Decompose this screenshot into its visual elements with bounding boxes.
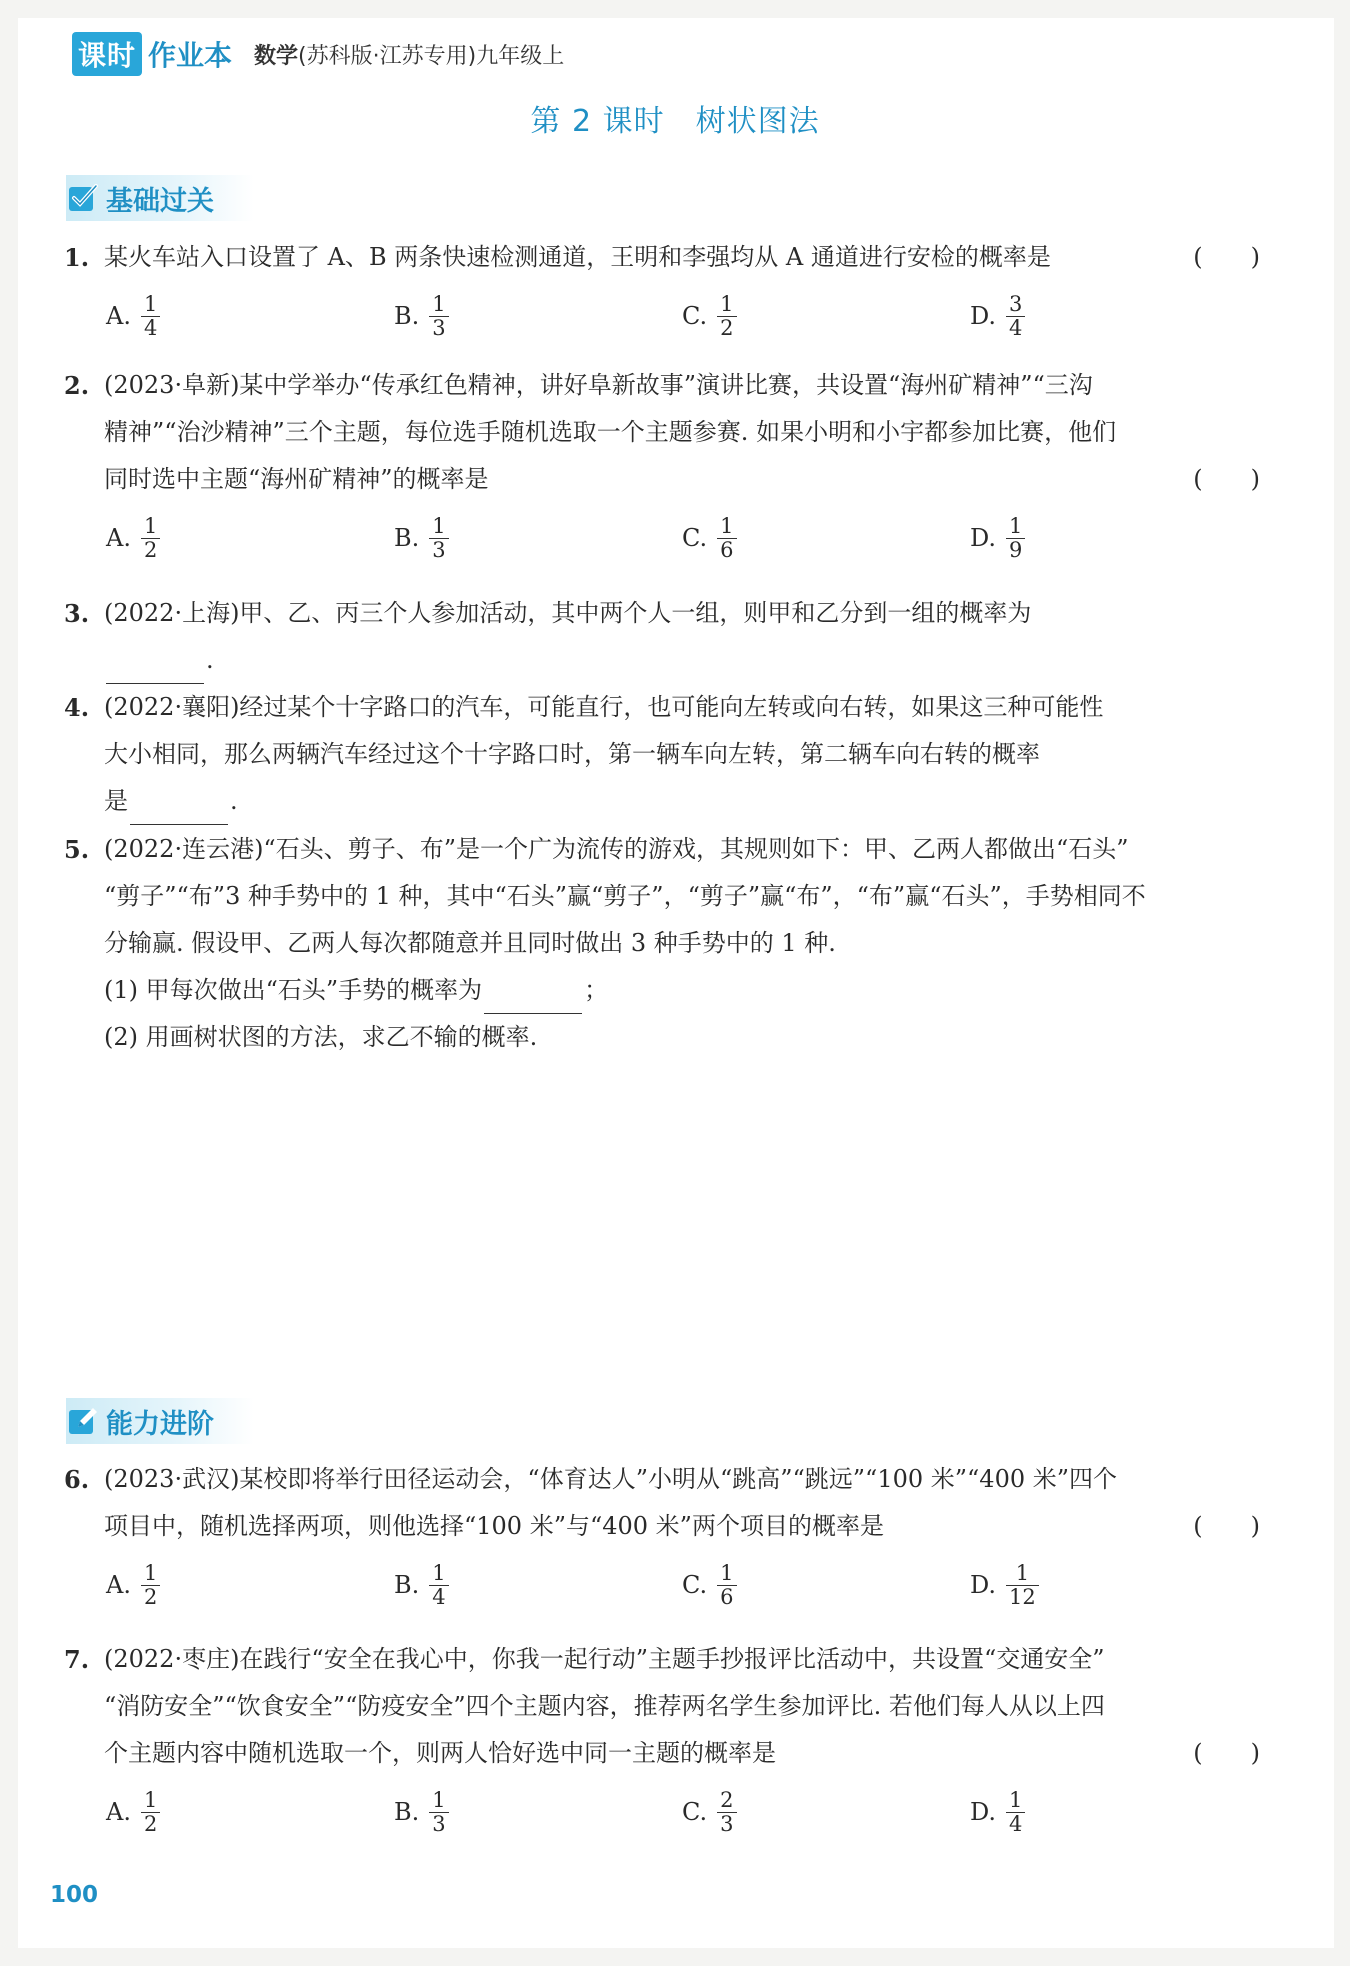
page-number: 100 [50,1882,99,1908]
numerator: 1 [432,1787,446,1812]
option-label: D. [970,523,997,552]
option-label: B. [394,1570,420,1599]
sentence-end: . [230,787,238,815]
numerator: 1 [143,1787,158,1812]
question-text-line-2: 项目中，随机选择两项，则他选择“100 米”与“400 米”两个项目的概率是 [104,1512,884,1540]
denominator: 4 [429,1585,448,1609]
fraction [717,1789,736,1836]
logo-text: 作业本 [148,39,233,72]
lesson-title: 第 2 课时 树状图法 [530,104,820,139]
fraction [141,293,160,340]
option-c[interactable] [682,1777,737,1847]
option-label: D. [970,1797,997,1826]
question-number: 3. [64,599,90,628]
option-label: B. [394,301,420,330]
fraction [429,293,448,340]
numerator: 1 [143,513,158,538]
question-text-line-2: “消防安全”“饮食安全”“防疫安全”四个主题内容，推荐两名学生参加评比. 若他们每人从以上四 [104,1692,1105,1720]
answer-blank[interactable] [484,983,582,1014]
question-text-line-1: (2022·襄阳)经过某个十字路口的汽车，可能直行，也可能向左转或向右转，如果这三种可能性 [104,693,1104,721]
question-text-line-1: (2022·连云港)“石头、剪子、布”是一个广为流传的游戏，其规则如下：甲、乙两人都做出“石头” [104,835,1129,863]
subquestion-1: (1) 甲每次做出“石头”手势的概率为 [104,976,483,1004]
fraction [429,515,448,562]
question-5 [64,826,1260,1061]
answer-blank[interactable] [130,794,228,825]
numerator: 1 [1009,1787,1023,1812]
denominator: 9 [1006,538,1025,562]
answer-paren: ( ) [1193,243,1260,271]
option-label: C. [682,523,708,552]
option-label: D. [970,1570,997,1599]
denominator: 4 [1006,1812,1025,1836]
question-4 [64,684,1260,825]
denominator: 3 [429,316,448,340]
options-row [64,281,1260,351]
numerator: 1 [432,1560,446,1585]
option-c[interactable] [682,503,737,573]
answer-paren: ( ) [1193,465,1260,493]
denominator: 2 [717,316,736,340]
option-label: C. [682,1797,708,1826]
fraction [141,1789,160,1836]
option-c[interactable] [682,281,737,351]
option-label: C. [682,1570,708,1599]
option-d[interactable] [970,281,1025,351]
options-row [64,503,1260,573]
edition-text: (苏科版·江苏专用)九年级上 [298,43,565,69]
denominator: 6 [717,538,736,562]
option-b[interactable] [394,503,449,573]
question-number: 7. [64,1645,90,1674]
denominator: 3 [429,1812,448,1836]
question-number: 5. [64,835,90,864]
answer-paren: ( ) [1193,1739,1260,1767]
fraction [717,515,736,562]
option-a[interactable] [106,503,160,573]
denominator: 6 [717,1585,736,1609]
question-text-line-3: 个主题内容中随机选取一个，则两人恰好选中同一主题的概率是 [104,1739,776,1767]
option-label: A. [106,523,131,552]
numerator: 1 [1015,1560,1030,1585]
question-6 [64,1456,1260,1620]
subquestion-2: (2) 用画树状图的方法，求乙不输的概率. [104,1023,538,1051]
section-header-basic [66,175,254,221]
question-number: 6. [64,1465,90,1494]
sentence-end: ； [584,976,609,1004]
question-text-line-1: (2023·武汉)某校即将举行田径运动会，“体育达人”小明从“跳高”“跳远”“100 米”“400 米”四个 [104,1465,1118,1493]
question-text: 某火车站入口设置了 A、B 两条快速检测通道，王明和李强均从 A 通道进行安检的概率是 [104,243,1051,271]
denominator: 2 [141,1812,160,1836]
option-label: A. [106,1797,131,1826]
option-b[interactable] [394,281,449,351]
denominator: 2 [141,538,160,562]
logo-box: 课时 [72,32,142,76]
fraction [141,1562,160,1609]
page-header [72,34,564,74]
brand-logo [72,32,232,76]
question-text-line-1: (2023·阜新)某中学举办“传承红色精神，讲好阜新故事”演讲比赛，共设置“海州矿精神”“三沟 [104,371,1093,399]
fraction [429,1562,448,1609]
book-subtitle [254,39,564,70]
pencil-edit-icon [66,1404,100,1438]
question-text-line-3: 分输赢. 假设甲、乙两人每次都随意并且同时做出 3 种手势中的 1 种. [104,929,836,957]
fraction [1006,293,1025,340]
question-number: 4. [64,693,90,722]
denominator: 3 [717,1812,736,1836]
section-header-advanced [66,1398,254,1444]
sentence-end: . [206,646,214,674]
fraction [717,1562,736,1609]
question-7 [64,1636,1260,1847]
numerator: 2 [720,1787,734,1812]
denominator: 4 [141,316,160,340]
section-title-basic: 基础过关 [106,185,214,217]
option-d[interactable] [970,503,1025,573]
numerator: 1 [720,1560,734,1585]
option-label: A. [106,1570,131,1599]
options-row [64,1550,1260,1620]
option-label: C. [682,301,708,330]
question-text-line-2: “剪子”“布”3 种手势中的 1 种，其中“石头”赢“剪子”，“剪子”赢“布”，“布”赢“石头”，手势相同不 [104,882,1146,910]
numerator: 1 [720,513,734,538]
question-2 [64,362,1260,573]
numerator: 1 [143,1560,158,1585]
option-a[interactable] [106,281,160,351]
option-b[interactable] [394,1777,449,1847]
option-label: A. [106,301,131,330]
fraction [141,515,160,562]
numerator: 3 [1009,291,1023,316]
fraction [1006,1789,1025,1836]
options-row [64,1777,1260,1847]
option-d[interactable] [970,1550,1039,1620]
option-a[interactable] [106,1550,160,1620]
answer-paren: ( ) [1193,1512,1260,1540]
check-square-icon [66,181,100,215]
question-text: (2022·上海)甲、乙、丙三个人参加活动，其中两个人一组，则甲和乙分到一组的概率为 [104,599,1032,627]
option-c[interactable] [682,1550,737,1620]
denominator: 2 [141,1585,160,1609]
option-a[interactable] [106,1777,160,1847]
subject-name: 数学 [254,43,299,69]
option-label: B. [394,523,420,552]
section-title-advanced: 能力进阶 [106,1408,214,1440]
fraction [1006,515,1025,562]
answer-blank[interactable] [106,653,204,684]
numerator: 1 [720,291,734,316]
question-number: 1. [64,243,90,272]
question-1 [64,234,1260,351]
question-text-line-2: 精神”“治沙精神”三个主题，每位选手随机选取一个主题参赛. 如果小明和小宇都参加比赛，他们 [104,418,1117,446]
numerator: 1 [143,291,158,316]
numerator: 1 [1009,513,1023,538]
question-3 [64,590,1260,684]
option-label: D. [970,301,997,330]
question-text-line-1: (2022·枣庄)在践行“安全在我心中，你我一起行动”主题手抄报评比活动中，共设置“交通安全” [104,1645,1105,1673]
option-b[interactable] [394,1550,449,1620]
numerator: 1 [432,513,446,538]
numerator: 1 [432,291,446,316]
denominator: 4 [1006,316,1025,340]
option-d[interactable] [970,1777,1025,1847]
question-number: 2. [64,371,90,400]
option-label: B. [394,1797,420,1826]
denominator: 3 [429,538,448,562]
fraction [717,293,736,340]
denominator: 12 [1006,1585,1039,1609]
fraction [429,1789,448,1836]
question-text-line-2: 大小相同，那么两辆汽车经过这个十字路口时，第一辆车向左转，第二辆车向右转的概率 [104,740,1040,768]
question-text-line-3: 是 [104,787,128,815]
fraction [1006,1562,1039,1609]
question-text-line-3: 同时选中主题“海州矿精神”的概率是 [104,465,489,493]
